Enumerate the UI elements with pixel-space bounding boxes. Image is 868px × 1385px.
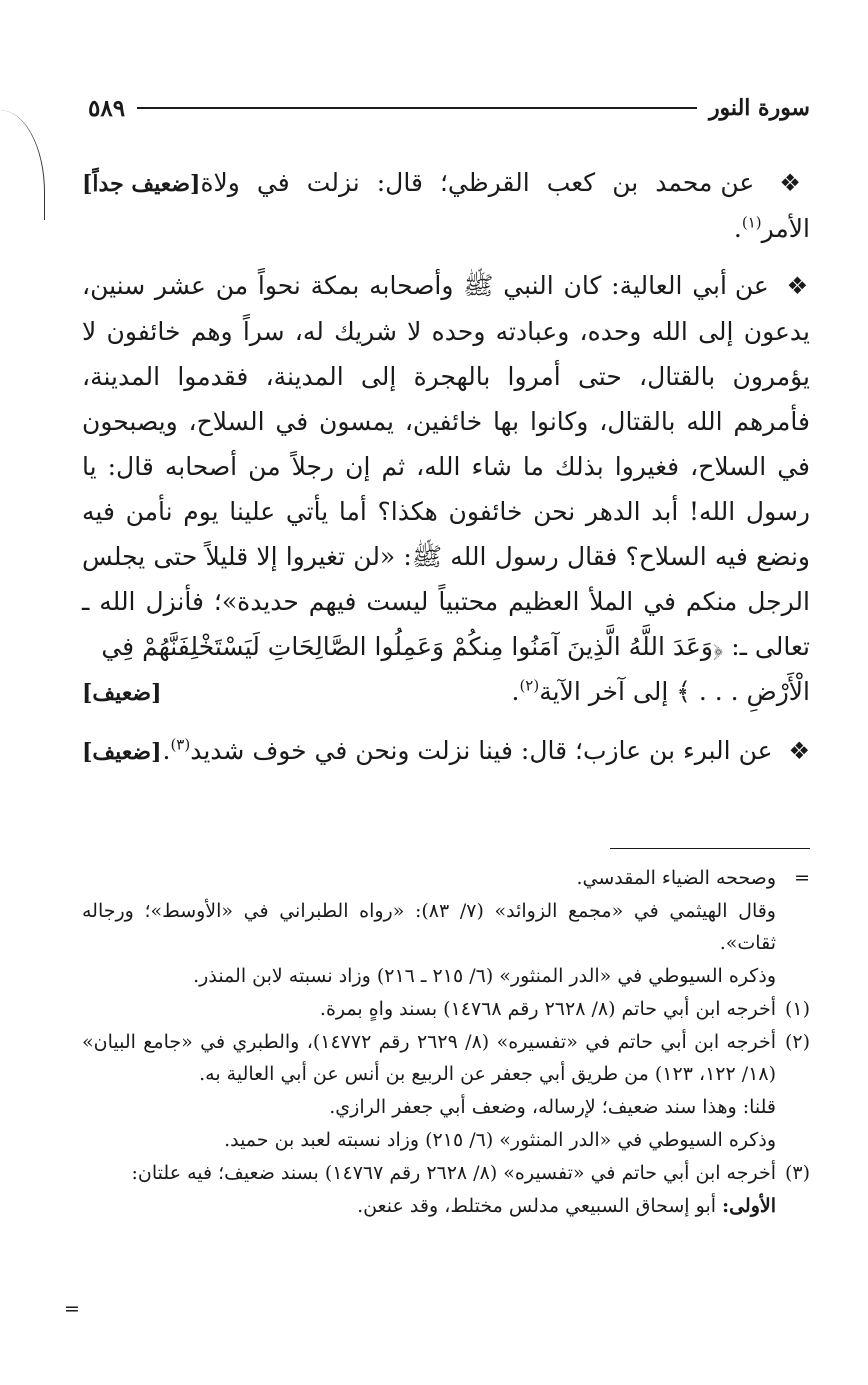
footnote-number: (٣)	[784, 1162, 810, 1184]
footnote-ref: (٣)	[170, 735, 191, 754]
entry-text: عن أبي العالية: كان النبي ﷺ وأصحابه بمكة نحواً من عشر سنين، يدعون إلى الله وحده، وعبادته وحده لا شريك له، سراً وهم خائفون لا يؤمرون بالقتال، حتى أمروا بالهجرة إلى المدينة، فقدموا المدينة، فأمرهم الله بالقتال، وكانوا بها خائفين، يمسون في السلاح، ويصبحون في السلاح، فغيروا بذلك ما شاء الله، ثم إن رجلاً من أصحابه قال: يا رسول الله! أبد الدهر نحن خائفون هكذا؟ أما يأتي علينا يوم نأمن فيه ونضع فيه السلاح؟ فقال رسول الله ﷺ: «لن تغيروا إلا قليلاً حتى يجلس الرجل منكم في الملأ العظيم محتبياً ليست فيهم حديدة»؛ فأنزل الله ـ تعالى ـ: ﴿وَعَدَ اللَّهُ الَّذِينَ آمَنُوا مِنكُمْ وَعَمِلُوا الصَّالِحَاتِ لَيَسْتَخْلِفَنَّهُمْ فِي	[82, 271, 810, 661]
footnote-1	[82, 993, 810, 1026]
footnote-line: أخرجه ابن أبي حاتم (٨/ ٢٦٢٨ رقم ١٤٧٦٨) بسند واهٍ بمرة.	[319, 998, 776, 1020]
grade-label: [ضعيف]	[82, 680, 162, 706]
surah-title: سورة النور	[708, 95, 810, 121]
diamond-bullet-icon: ❖	[779, 169, 810, 197]
footnote-line: أبو إسحاق السبيعي مدلس مختلط، وقد عنعن.	[357, 1195, 717, 1217]
footnote-line: وصححه الضياء المقدسي.	[576, 867, 776, 889]
footnote-continuation	[82, 862, 810, 993]
footnote-line: أخرجه ابن أبي حاتم في «تفسيره» (٨/ ٢٦٢٨ رقم ١٤٧٦٧) بسند ضعيف؛ فيه علتان:	[131, 1162, 776, 1184]
hadith-entry-3: ❖ عن البرء بن عازب؛ قال: فينا نزلت ونحن في خوف شديد$^{(٣)}$. [ضعيف]	[82, 728, 810, 775]
hadith-entry-2: ❖ عن أبي العالية: كان النبي ﷺ وأصحابه بمكة نحواً من عشر سنين، يدعون إلى الله وحده، وعبادته وحده لا شريك له، سراً وهم خائفون لا يؤمرون بالقتال، حتى أمروا بالهجرة إلى المدينة، فقدموا المدينة، فأمرهم الله بالقتال، وكانوا بها خائفين، يمسون في السلاح، ويصبحون في السلاح، فغيروا بذلك ما شاء الله، ثم إن رجلاً من أصحابه قال: يا رسول الله! أبد الدهر نحن خائفون هكذا؟ أما يأتي علينا يوم نأمن فيه ونضع فيه السلاح؟ فقال رسول الله ﷺ: «لن تغيروا إلا قليلاً حتى يجلس الرجل منكم في الملأ العظيم محتبياً ليست فيهم حديدة»؛ فأنزل الله ـ تعالى ـ: ﴿وَعَدَ اللَّهُ الَّذِينَ آمَنُوا مِنكُمْ وَعَمِلُوا الصَّالِحَاتِ لَيَسْتَخْلِفَنَّهُمْ فِي الْأَرْضِ . . . ﴾ إلى آخر الآية$^{(٢)}$. [ضعيف]	[82, 263, 810, 716]
footnote-2	[82, 1026, 810, 1157]
footnote-ref: (١)	[741, 213, 762, 232]
grade-label: [ضعيف]	[82, 739, 162, 765]
footnote-line: وقال الهيثمي في «مجمع الزوائد» (٧/ ٨٣): «رواه الطبراني في «الأوسط»؛ ورجاله ثقات».	[82, 900, 776, 954]
footnote-line: وذكره السيوطي في «الدر المنثور» (٦/ ٢١٥ ـ ٢١٦) وزاد نسبته لابن المنذر.	[193, 965, 776, 987]
page-continues-mark: =	[64, 1298, 80, 1320]
main-text	[82, 160, 810, 787]
footnote-ref: (٢)	[519, 676, 540, 695]
diamond-bullet-icon: ❖	[788, 737, 810, 765]
footnote-label: الأولى:	[722, 1195, 776, 1217]
continuation-mark: =	[794, 867, 810, 889]
footnote-line: أخرجه ابن أبي حاتم في «تفسيره» (٨/ ٢٦٢٩ رقم ١٤٧٧٢)، والطبري في «جامع البيان» (١٨/ ١٢٢، ١٢٣) من طريق أبي جعفر عن الربيع بن أنس عن أبي العالية به.	[82, 1031, 776, 1085]
diamond-bullet-icon: ❖	[786, 272, 810, 300]
footnote-number: (١)	[784, 998, 810, 1020]
footnote-line: قلنا: وهذا سند ضعيف؛ لإرساله، وضعف أبي جعفر الرازي.	[329, 1096, 776, 1118]
footnote-3	[82, 1157, 810, 1223]
page-number: ٥٨٩	[88, 94, 126, 122]
page-header	[88, 92, 810, 124]
grade-label: [ضعيف جداً]	[82, 171, 201, 197]
footnote-line: وذكره السيوطي في «الدر المنثور» (٦/ ٢١٥) وزاد نسبته لعبد بن حميد.	[224, 1129, 776, 1151]
entry-last-line: الْأَرْضِ . . . ﴾ إلى آخر الآية	[539, 677, 810, 706]
hadith-entry-1: ❖ عن محمد بن كعب القرظي؛ قال: نزلت في ولاة الأمر$^{(١)}$. [ضعيف جداً]	[82, 160, 810, 251]
entry-text: عن محمد بن كعب القرظي؛ قال: نزلت في ولاة الأمر	[200, 168, 810, 243]
header-rule	[137, 107, 697, 109]
footnote-number: (٢)	[784, 1031, 810, 1053]
entry-text: عن البرء بن عازب؛ قال: فينا نزلت ونحن في خوف شديد	[190, 736, 773, 765]
footnote-divider	[610, 848, 810, 849]
page-edge-curve	[0, 110, 45, 220]
footnotes	[82, 862, 810, 1223]
